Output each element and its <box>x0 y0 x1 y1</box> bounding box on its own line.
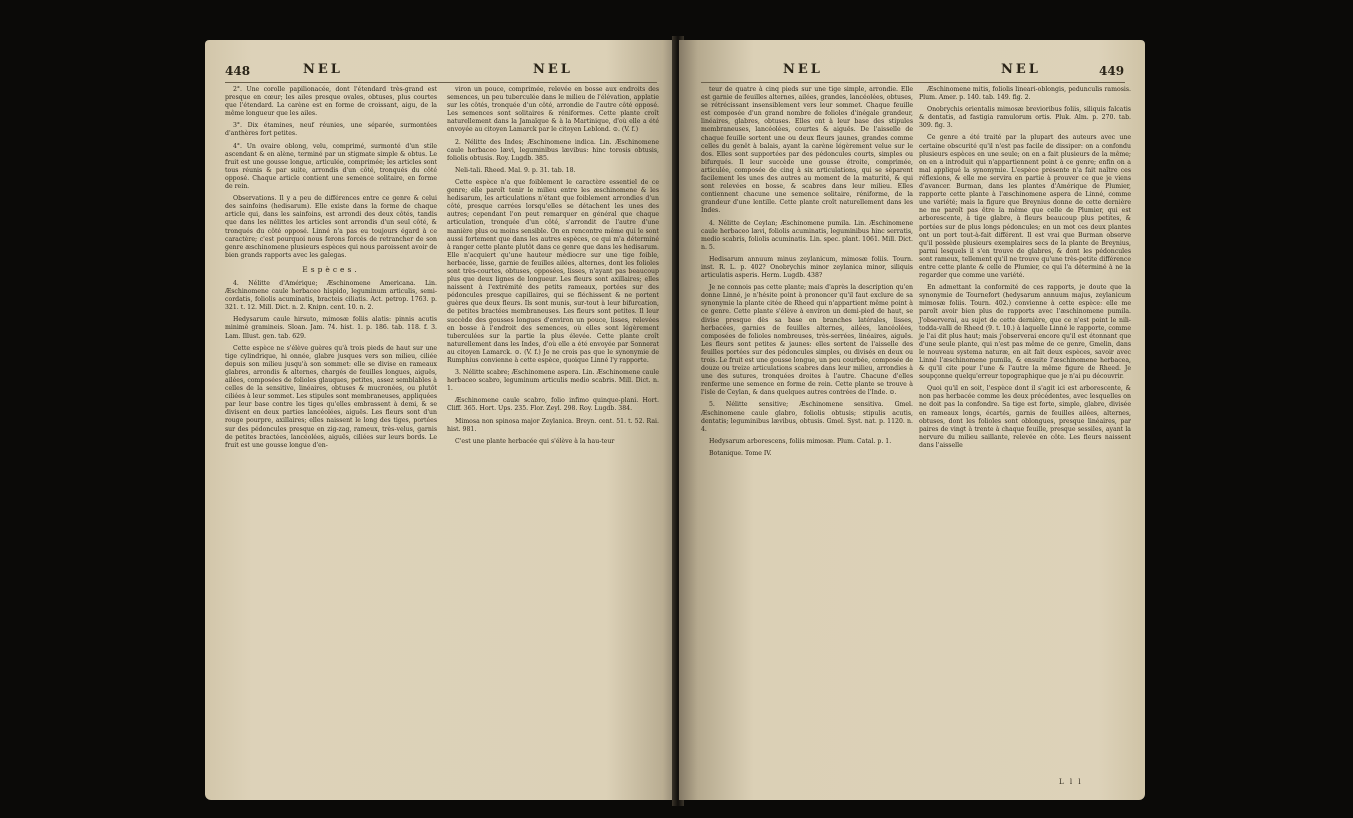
paragraph: 3°. Dix étamines, neuf réunies, une séparée, surmontées d'anthères fort petites. <box>225 122 437 138</box>
text-column <box>701 86 913 462</box>
paragraph: Hedisarum annuum minus zeylanicum, mimosæ foliis. Tourn. inst. R. L. p. 402? Onobrychis minor zeylanica minor, siliquis articulatis asperis. Herm. Lugdb. 438? <box>701 255 913 280</box>
paragraph: teur de quatre à cinq pieds sur une tige simple, arrondie. Elle est garnie de feuilles alternes, ailées, grandes, lancéolées, obtuses, se rétrécissant insensiblement vers leur sommet. Chaque feuille est composée d'un grand nombre de folioles d'inégale grandeur, linéaires, glabres, obtuses. Elles ont à leur base des stipules membraneuses, lancéolées, courtes & aiguës. De l'aisselle de chaque feuille sortent une ou deux fleurs jaunes, grandes comme celles du genêt à balais, ayant la carène légèrement velue sur le dos. Elles sont supportées par des pédoncules courts, simples ou bifurqués. Il leur succède une gousse étroite, comprimée, articulée, composée de cinq à six articulations, qui se séparent facilement les unes des autres au moment de la maturité, & qui sont relevées en bosse, & scabres dans leur milieu. Elles contiennent chacune une semence solitaire, réniforme, de la grandeur d'une lentille. Cette plante croît naturellement dans les Indes. <box>701 86 913 215</box>
running-header: NEL <box>303 62 343 77</box>
paragraph: Neli-tali. Rheed. Mal. 9. p. 31. tab. 18. <box>455 166 576 174</box>
text-column <box>447 86 659 450</box>
paragraph: Je ne connois pas cette plante; mais d'après la description qu'en donne Linné, je n'hésite point à prononcer qu'il faut exclure de sa synonymie la plante citée de Rheed qui n'appartient même point à ce genre. Cette plante s'élève à environ un demi-pied de haut, se divise presque dès sa base en branches latérales, lisses, herbacées, garnies de feuilles alternes, ailées, lancéolées, composées de folioles nombreuses, très-serrées, linéaires, aiguës. Les fleurs sont petites & jaunes: elles sortent de l'aisselle des feuilles portées sur des pédoncules simples, ou divisés en deux ou trois. Le fruit est une gousse longue, un peu courbée, composée de douze ou treize articulations scabres dans leur milieu, arrondies à une des sutures, tronquées droites à l'autre. Chacune d'elles renferme une semence en forme de rein. Cette plante se trouve à l'isle de Ceylan, & dans quelques autres contrées de l'Inde. ⊙. <box>701 284 913 397</box>
header-rule <box>701 82 1125 83</box>
paragraph: 2°. Une corolle papilionacée, dont l'étendard très-grand est presque en cœur; les ailes presque ovales, obtuses, plus courtes que l'étendard. La carène est en forme de croissant, aigu, de la même longueur que les ailes. <box>225 86 437 118</box>
paragraph: 4. Nélitte d'Amérique; Æschinomene Americana. Lin. Æschinomene caule herbaceo hispido, leguminum articulis, semi-cordatis, foliolis acuminatis, bracteis ciliatis. Act. petrop. 1763. p. 321. t. 12. Mill. Dict. n. 2. Knipn. cent. 10. n. 2. <box>225 279 437 312</box>
paragraph: Onobrychis orientalis mimosæ brevioribus foliis, siliquis falcatis & dentatis, ad fastigia ramulorum ortis. Pluk. Alm. p. 270. tab. 309. fig. 3. <box>919 106 1131 130</box>
paragraph: 4°. Un ovaire oblong, velu, comprimé, surmonté d'un stile ascendant & en alène, terminé par un stigmate simple & obtus. Le fruit est une gousse longue, articulée, comprimée; les articles sont tous réunis & par suite, arrondis d'un côté, tronqués du côté opposé. Chaque article contient une semence solitaire, en forme de rein. <box>225 142 437 191</box>
paragraph: Cette espèce n'a que foiblement le caractère essentiel de ce genre; elle paroît tenir le milieu entre les æschinomene & les hedisarum, les articulations n'étant que foiblement arrondies d'un côté, presque carrées lorsqu'elles se détachent les unes des autres; cependant l'on peut remarquer en général que chaque articulation, tronquée d'un côté, s'arrondit de l'autre d'une manière plus ou moins sensible. On en rencontre même qui le sont aussi fortement que dans les autres espèces, ce qui m'a déterminé à ranger cette plante plutôt dans ce genre que dans les hedisarum. Elle n'acquiert qu'une hauteur médiocre sur une tige foible, herbacée, lisse, garnie de feuilles ailées, alternes, dont les folioles sont très-courtes, obtuses, opposées, lisses, n'ayant pas beaucoup plus que deux lignes de longueur. Les fleurs sont axillaires; elles naissent à l'extrémité des petits rameaux, portées sur des pédoncules presque capillaires, qui se fléchissent & ne portent guères que deux fleurs. Ils sont munis, sur-tout à leur bifurcation, de petites bractées membraneuses. Les fleurs sont petites. Il leur succède des gousses longues d'environ un pouce, lisses, relevées en bosse à l'endroit des semences, où elles sont légèrement tuberculées sur la partie la plus élevée. Cette plante croît naturellement dans les Indes, d'où elle a été envoyée par Sonnerat au citoyen Lamarck. ⊙. (V. f.) Je ne crois pas que le synonymie de Rumphius convienne à cette espèce, quoique Linné l'y rapporte. <box>447 178 659 364</box>
header-rule <box>225 82 657 83</box>
paragraph: Hedysarum caule hirsuto, mimosæ foliis alatis: pinnis acutis minimè gramineis. Sloan. Jam. 74. hist. 1. p. 186. tab. 118. f. 3. Lam. Illust. gen. tab. 629. <box>225 316 437 340</box>
paragraph: viron un pouce, comprimée, relevée en bosse aux endroits des semences, un peu tuberculée dans le milieu de l'élévation, applatie sur les côtés, tronquée d'un côté, arrondie de l'autre côté opposé. Les semences sont solitaires & réniformes. Cette plante croît naturellement dans la Jamaïque & à la Martinique, d'où elle a été envoyée au citoyen Lamarck par le citoyen Leblond. ⊙. (V. f.) <box>447 86 659 134</box>
left-page <box>205 40 677 800</box>
paragraph: C'est une plante herbacée qui s'élève à la hau-teur <box>455 437 615 445</box>
paragraph: Hedysarum arborescens, foliis mimosæ. Plum. Catal. p. 1. <box>709 437 892 445</box>
printer-signature: L l l <box>1059 778 1083 786</box>
paragraph: Æschinomene mitis, foliolis lineari-oblongis, pedunculis ramosis. Plum. Amer. p. 140. tab. 149. fig. 2. <box>919 86 1131 102</box>
paragraph: En admettant la conformité de ces rapports, je doute que la synonymie de Tournefort (hedysarum annuum majus, zeylanicum mimosæ foliis. Tourn. 402.) convienne à cette espèce: elle me paroît avoir bien plus de rapports avec l'æschinomene pumila. J'observerai, au sujet de cette dernière, que ce n'est point le nili-todda-valli de Rheed (9. t. 10.) à laquelle Linné le rapporte, comme je l'ai dit plus haut; mais j'observerai encore qu'il est étonnant que d'une seule plante, qui n'est pas même de ce genre, Gmelin, dans le nouveau systema naturæ, en ait fait deux espèces, savoir avec Linné l'æschinomene pumila, & ensuite l'æschinomene herbacea, & qu'il cite pour l'une & l'autre la même figure de Rheed. Je soupçonne quelqu'erreur topographique que je n'ai pu découvrir. <box>919 284 1131 381</box>
running-header: NEL <box>533 62 573 77</box>
paragraph: Æschinomene caule scabro, folio infimo quinque-plani. Hort. Cliff. 365. Hort. Ups. 235. Flor. Zeyl. 298. Roy. Lugdb. 384. <box>447 397 659 413</box>
page-number: 448 <box>225 64 251 78</box>
paragraph: Observations. Il y a peu de différences entre ce genre & celui des sainfoins (hedisarum). Elle existe dans la forme de chaque article qui, dans les sainfoins, est arrondi des deux côtés, tandis que dans les nélittes les articles sont arrondis d'un seul côté, & tronqués du côté opposé. Linné n'a pas eu toujours égard à ce caractère; c'est pourquoi nous ferons forcés de retrancher de son genre æschinomene plusieurs espèces qui nous paroissent avoir de bien grands rapports avec les galegas. <box>225 195 437 259</box>
paragraph: 4. Nélitte de Ceylan; Æschinomene pumila. Lin. Æschinomene caule herbaceo lævi, foliolis acuminatis, leguminibus hinc serratis, medio scabris, foliolis acuminatis. Lin. spec. plant. 1061. Mill. Dict. n. 5. <box>701 219 913 251</box>
running-header: NEL <box>783 62 823 77</box>
running-header: NEL <box>1001 62 1041 77</box>
right-page <box>679 40 1145 800</box>
page-number: 449 <box>1099 64 1125 78</box>
section-heading: Espèces. <box>302 264 360 274</box>
footer-note: Botanique. Tome IV. <box>709 449 772 457</box>
paragraph: 2. Nélitte des Indes; Æschinomene indica. Lin. Æschinomene caule herbaceo lævi, leguminibus lævibus: hinc torosis obtusis, foliolis obtusis. Roy. Lugdb. 385. <box>447 138 659 162</box>
paragraph: Cette espèce ne s'élève guères qu'à trois pieds de haut sur une tige cylindrique, hi onnée, glabre jusques vers son milieu, ciliée depuis son milieu jusqu'à son sommet: elle se divise en rameaux glabres, arrondis & alternes, chargés de feuilles longues, aiguës, ailées, composées de folioles glauques, petites, assez semblables à celles de la sensitive, linéaires, obtuses & mucronées, ou plutôt ciliées à leur sommet. Les stipules sont membraneuses, appliquées par leur base contre les tiges qu'elles embrassent à demi, & se divisent en deux parties lancéolées, aiguës. Les fleurs sont d'un rouge pourpre, axillaires; elles naissent le long des tiges, portées sur des pédoncules presque en zig-zag, rameux, très-velus, garnis de petites bractées, lancéolées, aiguës, ciliées sur leurs bords. Le fruit est une gousse longue d'en- <box>225 344 437 449</box>
paragraph: Ce genre a été traité par la plupart des auteurs avec une certaine obscurité qu'il n'est pas facile de dissiper: on a confondu plusieurs espèces en une seule; on en a fait plusieurs de la même; on en a introduit qui n'appartiennent point à ce genre; enfin on a mal appliqué la synonymie. L'espèce présente n'a fait naître ces réflexions, & elle me servira en partie à prouver ce que je viens d'avancer. Burman, dans les plantes d'Amérique de Plumier, rapporte cette plante à l'æschinomene aspera de Linné, comme une variété; mais la figure que Breynius donne de cette dernière ne me paroît pas être la même que celle de Plumier, qui est arborescente, à tige glabre, à fleurs beaucoup plus petites, & portées sur de plus longs pédoncules; en un mot ces deux plantes ont un port tout-à-fait différent. Il est vrai que Burman observe qu'il possède plusieurs exemplaires secs de la plante de Breynius, parmi lesquels il s'en trouve de glabres, & dont les pédoncules sont rameux, tellement qu'il ne trouve qu'une très-petite différence entre cette plante & celle de Plumier, ce qui l'a déterminé à ne la regarder que comme une variété. <box>919 134 1131 280</box>
paragraph: Mimosa non spinosa major Zeylanica. Breyn. cent. 51. t. 52. Rai. hist. 981. <box>447 417 659 433</box>
text-column <box>225 86 437 454</box>
paragraph: 5. Nélitte sensitive; Æschinomene sensitiva. Gmel. Æschinomene caule glabro, foliolis obtusis; stipulis acutis, dentatis; leguminibus lævibus, obtusis. Gmel. Syst. nat. p. 1120. n. 4. <box>701 401 913 433</box>
paragraph: 3. Nélitte scabre; Æschinomene aspera. Lin. Æschinomene caule herbaceo scabro, leguminum articulis medio scabris. Mill. Dict. n. 1. <box>447 369 659 393</box>
paragraph: Quoi qu'il en soit, l'espèce dont il s'agit ici est arborescente, & non pas herbacée comme les deux précédentes, avec lesquelles on ne doit pas la confondre. Sa tige est forte, simple, glabre, divisée en rameaux longs, écartés, garnis de feuilles ailées, alternes, obtuses, dont les folioles sont oblongues, presque linéaires, par paires de vingt à trente à chaque feuille, presque sessiles, ayant la nervure du milieu saillante, relevée en côte. Les fleurs naissent dans l'aisselle <box>919 385 1131 449</box>
text-column <box>919 86 1131 454</box>
